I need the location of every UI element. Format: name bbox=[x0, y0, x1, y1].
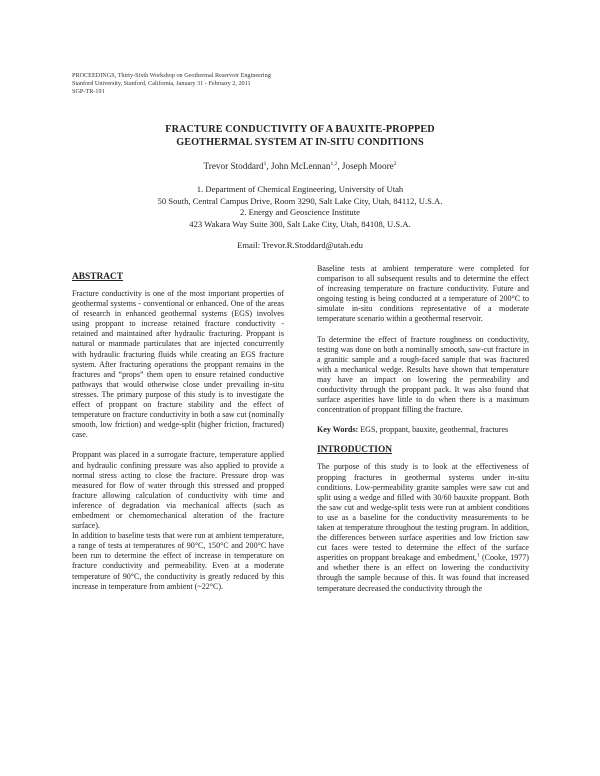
keywords-label: Key Words: bbox=[317, 425, 359, 435]
author-list bbox=[100, 160, 500, 172]
contact-email: Email: Trevor.R.Stoddard@utah.edu bbox=[237, 240, 363, 250]
abstract-paragraph-1: Fracture conductivity is one of the most important properties of geothermal systems - conventional or enhanced. One of the areas of research in enhanced geothermal systems (EGS) involves using proppant to increase retained fracture conductivity - retained and maintained after hydraulic fracturing. Proppant is natural or manmade particulates that are injected concurrently with hydraulic fracturing fluids while creating an EGS fracture system. After fracturing operations the proppant remains in the fractures and “props” them open to ensure retained conductive pathways that would otherwise close under prevailing in-situ stresses. The primary purpose of this study is to investigate the effect of proppant on fracture stability and the effect of temperature on fracture conductivity in both a saw cut (nominally smooth, low friction) and wedge-split (higher friction, fractured) case. bbox=[72, 289, 284, 440]
abstract-paragraph-3: In addition to baseline tests that were run at ambient temperature, a range of tests at temperatures of 90°C, 150°C and 200°C have been run to determine the effect of increase in temperature on fracture conductivity and permeability. Even at a moderate temperature of 90°C, the conductivity is greatly reduced by this increase in temperature from ambient (~22°C). bbox=[72, 531, 284, 591]
left-column bbox=[72, 272, 284, 602]
paper-title bbox=[100, 124, 500, 149]
proceedings-line-1: PROCEEDINGS, Thirty-Sixth Workshop on Geothermal Reservoir Engineering bbox=[72, 72, 271, 79]
abstract-paragraph-2: Proppant was placed in a surrogate fracture, temperature applied and hydraulic confining pressure was also applied to provide a normal stress acting to close the fracture. Pressure drop was measured for flow of water through this stressed and propped fracture allowing calculation of conductivity with time and inference of degradation via mechanical affects (such as embedment or chemomechanical alteration of the fracture surface). bbox=[72, 450, 284, 531]
introduction-heading: INTRODUCTION bbox=[317, 445, 393, 456]
right-column bbox=[317, 264, 529, 604]
author-1: Trevor Stoddard bbox=[203, 161, 264, 171]
intro-text-b: (Cooke, 1977) and whether there is an effect on lowering the conductivity through the sample because of this. It was found that increased temperature decreased the conductivity through the bbox=[317, 553, 529, 593]
author-3-affil: 2 bbox=[393, 160, 397, 167]
keywords bbox=[317, 425, 529, 435]
proceedings-line-2: Stanford University, Stanford, California, January 31 - February 2, 2011 bbox=[72, 80, 251, 87]
author-2-affil: 1,2 bbox=[330, 160, 338, 167]
abstract-heading: ABSTRACT bbox=[72, 272, 124, 282]
title-line-2: GEOTHERMAL SYSTEM AT IN-SITU CONDITIONS bbox=[176, 136, 424, 148]
keywords-text: EGS, proppant, bauxite, geothermal, fractures bbox=[358, 425, 509, 435]
affiliation-line-1: 1. Department of Chemical Engineering, University of Utah bbox=[196, 184, 404, 194]
proceedings-header bbox=[72, 72, 372, 96]
right-paragraph-2: To determine the effect of fracture roughness on conductivity, testing was done on both a nominally smooth, saw-cut fracture in a granitic sample and a rough-faced sample that was fractured with a mechanical wedge. Results have shown that temperature may have an impact on lowering the permeability and conductivity through the proppant pack. It was also found that surface asperities have little to do when there is a maximum concentration of proppant filling the fracture. bbox=[317, 334, 529, 415]
affiliation-line-4: 423 Wakara Way Suite 300, Salt Lake City, Utah, 84108, U.S.A. bbox=[189, 218, 411, 229]
author-1-affil: 1 bbox=[263, 160, 267, 167]
affiliations bbox=[100, 184, 500, 230]
author-2: , John McLennan bbox=[266, 161, 331, 171]
title-line-1: FRACTURE CONDUCTIVITY OF A BAUXITE-PROPPED bbox=[165, 124, 435, 135]
affiliation-line-3: 2. Energy and Geoscience Institute bbox=[240, 207, 360, 218]
affiliation-line-2: 50 South, Central Campus Drive, Room 3290, Salt Lake City, Utah, 84112, U.S.A. bbox=[157, 195, 443, 206]
intro-text-a: The purpose of this study is to look at the effectiveness of propping fractures in geothermal systems under in-situ conditions. Low-permeability granite samples were saw cut and split using a wedge and filled with 30/60 bauxite proppant. Both the saw cut and wedge-split tests were run at ambient conditions to use as a baseline for the conductivity measurements to be taken at temperature throughout the testing program. In addition, the differences between surface asperities and low friction saw cut faces were tested to determine the effect of the surface asperities on proppant breakage and embedment, bbox=[317, 462, 529, 563]
intro-citation-sup: 1 bbox=[476, 553, 480, 559]
introduction-paragraph-1 bbox=[317, 462, 529, 593]
right-paragraph-1: Baseline tests at ambient temperature were completed for comparison to all subsequent results and to determine the effect of increasing temperature on fracture conductivity. Future and ongoing testing is being conducted at a temperature of 200°C to simulate in-situ conditions representative of a moderate temperature scenario within a geothermal reservoir. bbox=[317, 264, 529, 324]
report-id: SGP-TR-191 bbox=[72, 88, 105, 95]
author-3: , Joseph Moore bbox=[337, 161, 394, 171]
